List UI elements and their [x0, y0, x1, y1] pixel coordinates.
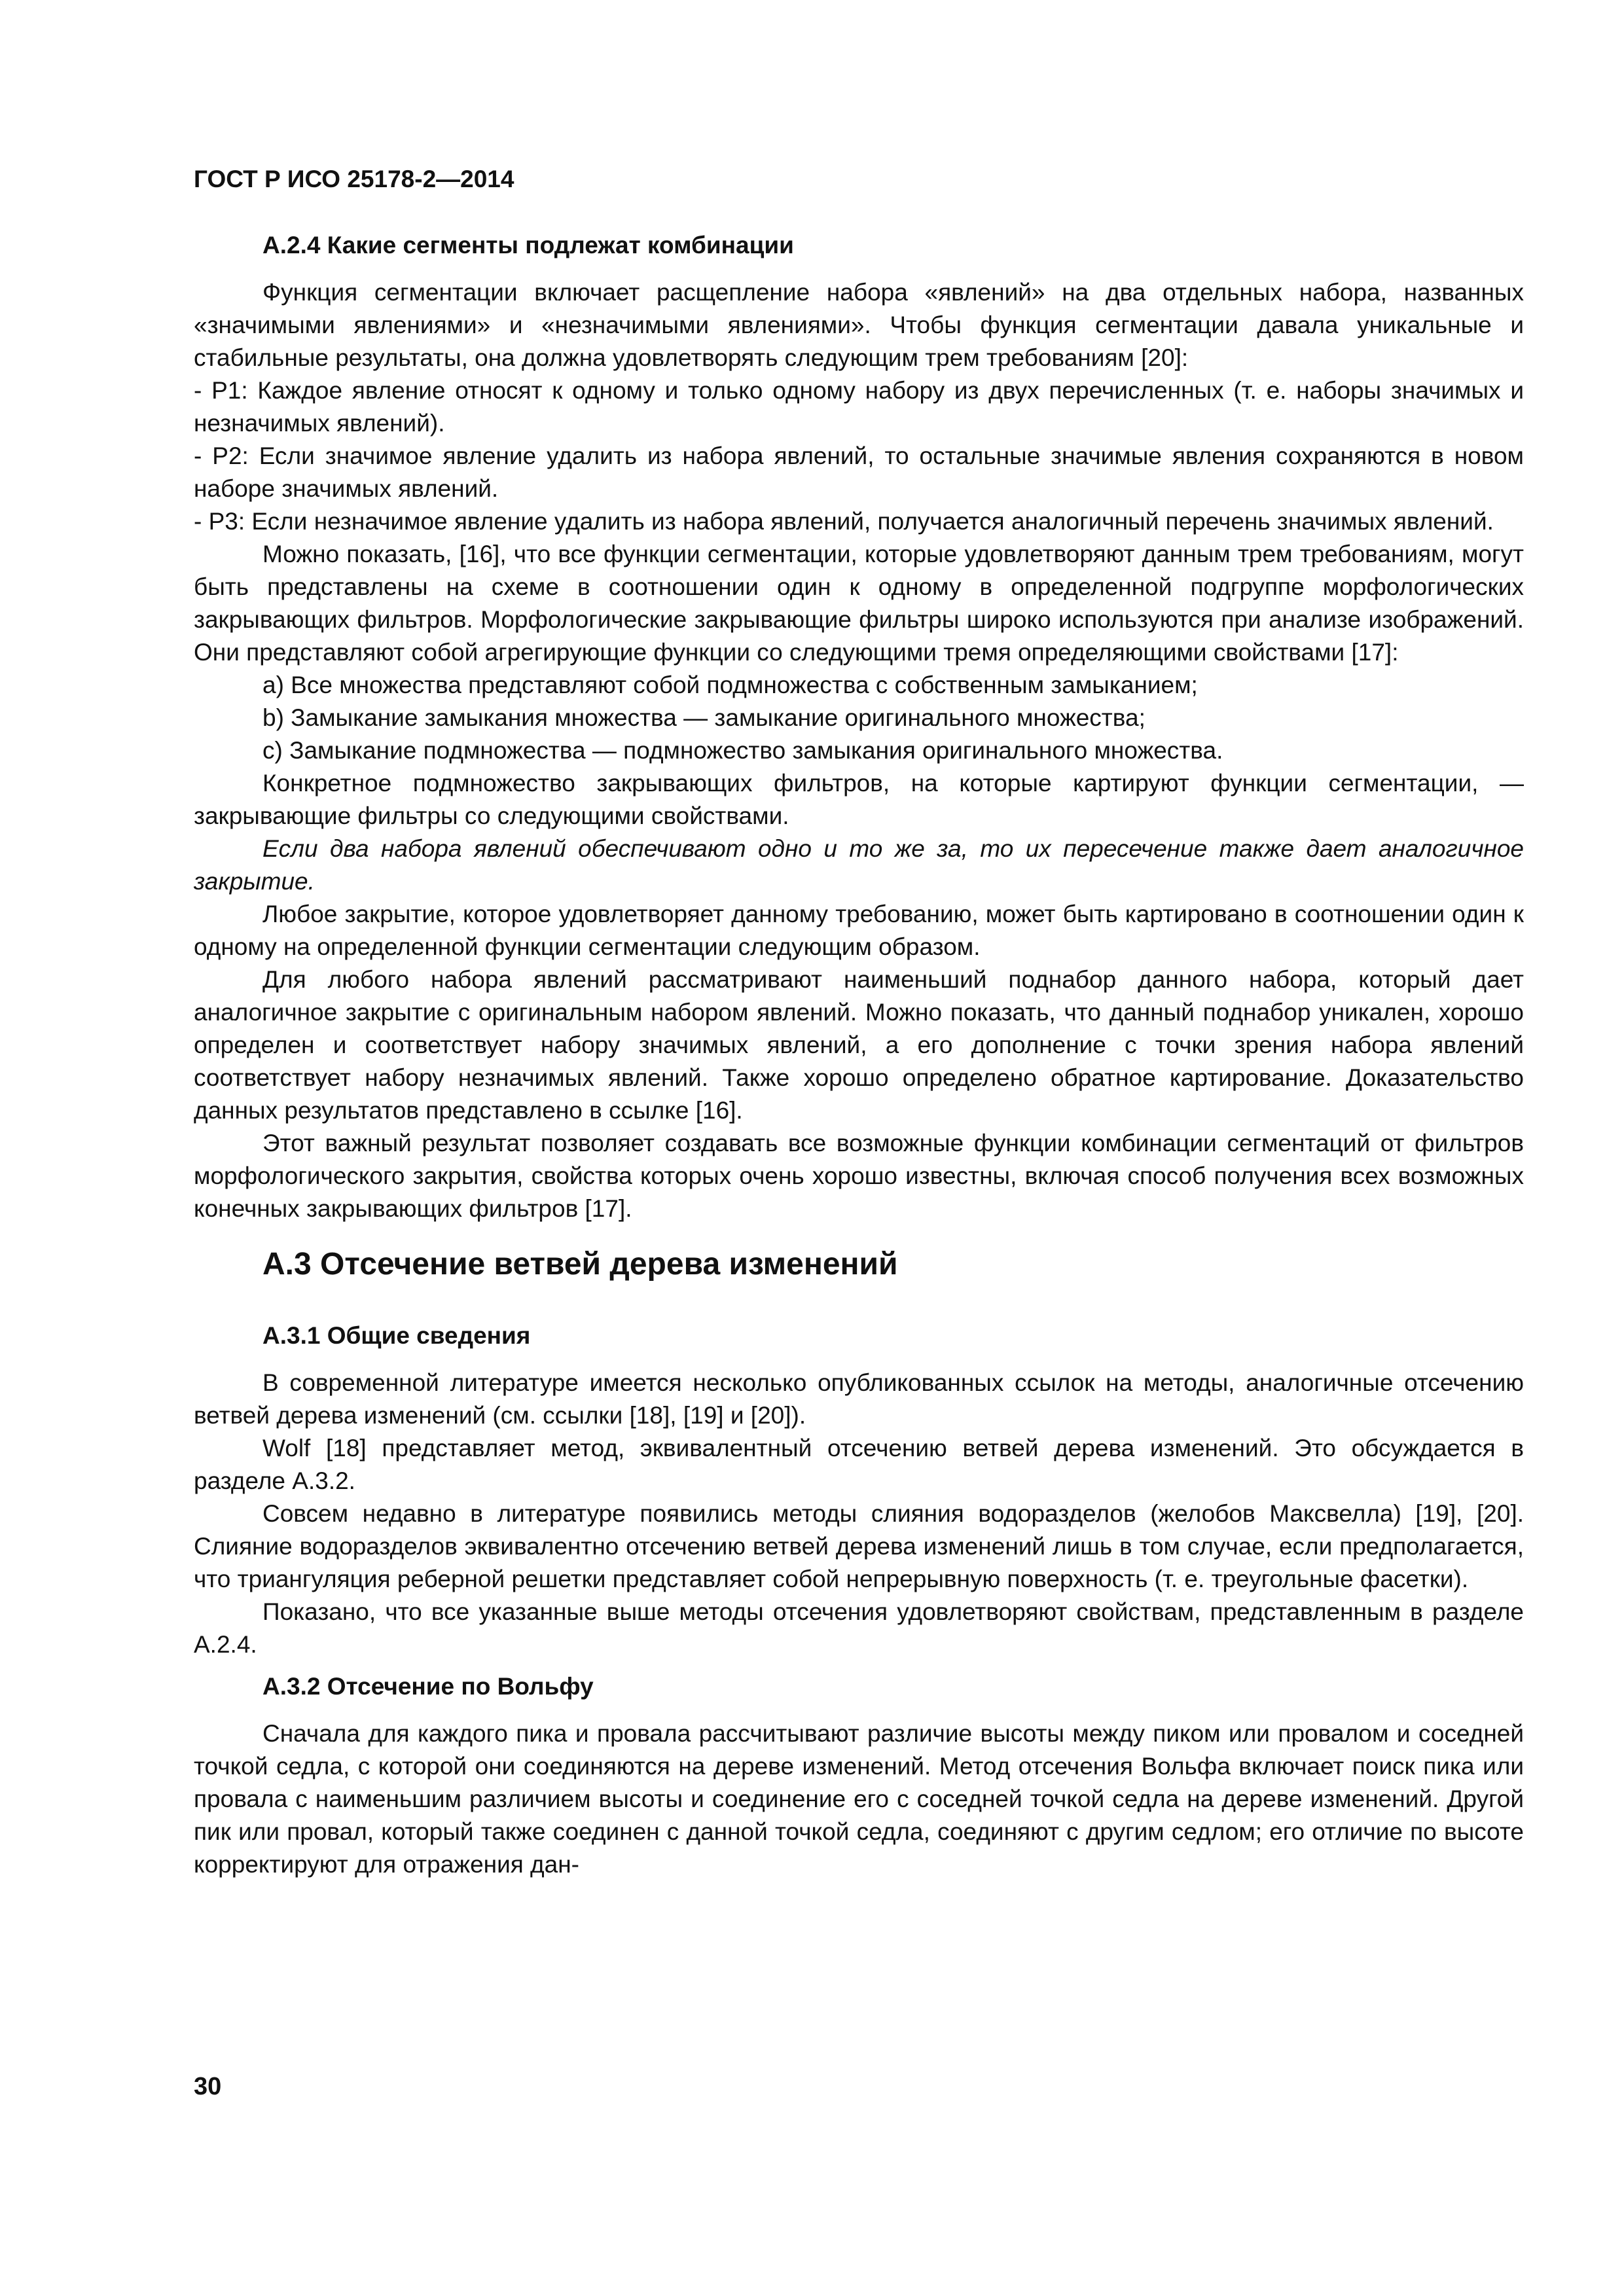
- paragraph: В современной литературе имеется несколько опубликованных ссылок на методы, аналогичные отсечению ветвей дерева изменений (см. ссылки [18], [19] и [20]).: [194, 1369, 1524, 1429]
- paragraph: Конкретное подмножество закрывающих фильтров, на которые картируют функции сегментации, — закрывающие фильтры со следующими свойствами.: [194, 770, 1524, 829]
- section-a3-title: А.3 Отсечение ветвей дерева изменений: [262, 1247, 898, 1282]
- paragraph: Можно показать, [16], что все функции сегментации, которые удовлетворяют данным трем требованиям, могут быть представлены на схеме в соотношении один к одному в определенной подгруппе морфологических закрывающих фильтров. Морфологические закрывающие фильтры широко используются при анализе изображений. Они представляют собой агрегирующие функции со следующими тремя определяющими свойствами [17]:: [194, 541, 1524, 666]
- paragraph: Функция сегментации включает расщепление набора «явлений» на два отдельных набора, названных «значимыми явлениями» и «незначимыми явлениями». Чтобы функция сегментации давала уникальные и стабильные результаты, она должна удовлетворять следующим трем требованиям [20]:: [194, 279, 1524, 371]
- list-item: b) Замыкание замыкания множества — замыкание оригинального множества;: [262, 704, 1146, 731]
- italic-statement: Если два набора явлений обеспечивают одно и то же за, то их пересечение также дает аналогичное закрытие.: [194, 835, 1524, 895]
- section-a32-title: А.3.2 Отсечение по Вольфу: [262, 1673, 594, 1700]
- page-number: 30: [194, 2073, 222, 2100]
- list-item: а) Все множества представляют собой подмножества с собственным замыканием;: [262, 672, 1198, 698]
- requirement-item: - Р3: Если незначимое явление удалить из набора явлений, получается аналогичный перечень значимых явлений.: [194, 508, 1494, 535]
- paragraph: Любое закрытие, которое удовлетворяет данному требованию, может быть картировано в соотношении один к одному на определенной функции сегментации следующим образом.: [194, 901, 1524, 960]
- requirement-item: - Р2: Если значимое явление удалить из набора явлений, то остальные значимые явления сохраняются в новом наборе значимых явлений.: [194, 442, 1524, 502]
- paragraph: Сначала для каждого пика и провала рассчитывают различие высоты между пиком или провалом и соседней точкой седла, с которой они соединяются на дереве изменений. Метод отсечения Вольфа включает поиск пика или провала с наименьшим различием высоты и соединение его с соседней точкой седла на дереве изменений. Другой пик или провал, который также соединен с данной точкой седла, соединяют с другим седлом; его отличие по высоте корректируют для отражения дан-: [194, 1720, 1524, 1878]
- paragraph: Совсем недавно в литературе появились методы слияния водоразделов (желобов Максвелла) [19], [20]. Слияние водоразделов эквивалентно отсечению ветвей дерева изменений лишь в том случае, если предполагается, что триангуляция реберной решетки представляет собой непрерывную поверхность (т. е. треугольные фасетки).: [194, 1500, 1524, 1592]
- list-item: c) Замыкание подмножества — подмножество замыкания оригинального множества.: [262, 737, 1223, 764]
- document-header: ГОСТ Р ИСО 25178-2—2014: [194, 166, 514, 192]
- section-a31-title: А.3.1 Общие сведения: [262, 1322, 531, 1349]
- paragraph: Wolf [18] представляет метод, эквивалентный отсечению ветвей дерева изменений. Это обсуждается в разделе А.3.2.: [194, 1435, 1524, 1494]
- document-page: [194, 164, 1524, 1881]
- section-a24-title: А.2.4 Какие сегменты подлежат комбинации: [262, 232, 794, 259]
- paragraph: Для любого набора явлений рассматривают наименьший поднабор данного набора, который дает аналогичное закрытие с оригинальным набором явлений. Можно показать, что данный поднабор уникален, хорошо определен и соответствует набору значимых явлений, а его дополнение с точки зрения набора явлений соответствует набору незначимых явлений. Также хорошо определено обратное картирование. Доказательство данных результатов представлено в ссылке [16].: [194, 966, 1524, 1124]
- requirement-item: - Р1: Каждое явление относят к одному и только одному набору из двух перечисленных (т. е. наборы значимых и незначимых явлений).: [194, 377, 1524, 437]
- paragraph: Этот важный результат позволяет создавать все возможные функции комбинации сегментаций от фильтров морфологического закрытия, свойства которых очень хорошо известны, включая способ получения всех возможных конечных закрывающих фильтров [17].: [194, 1130, 1524, 1222]
- paragraph: Показано, что все указанные выше методы отсечения удовлетворяют свойствам, представленным в разделе А.2.4.: [194, 1598, 1524, 1658]
